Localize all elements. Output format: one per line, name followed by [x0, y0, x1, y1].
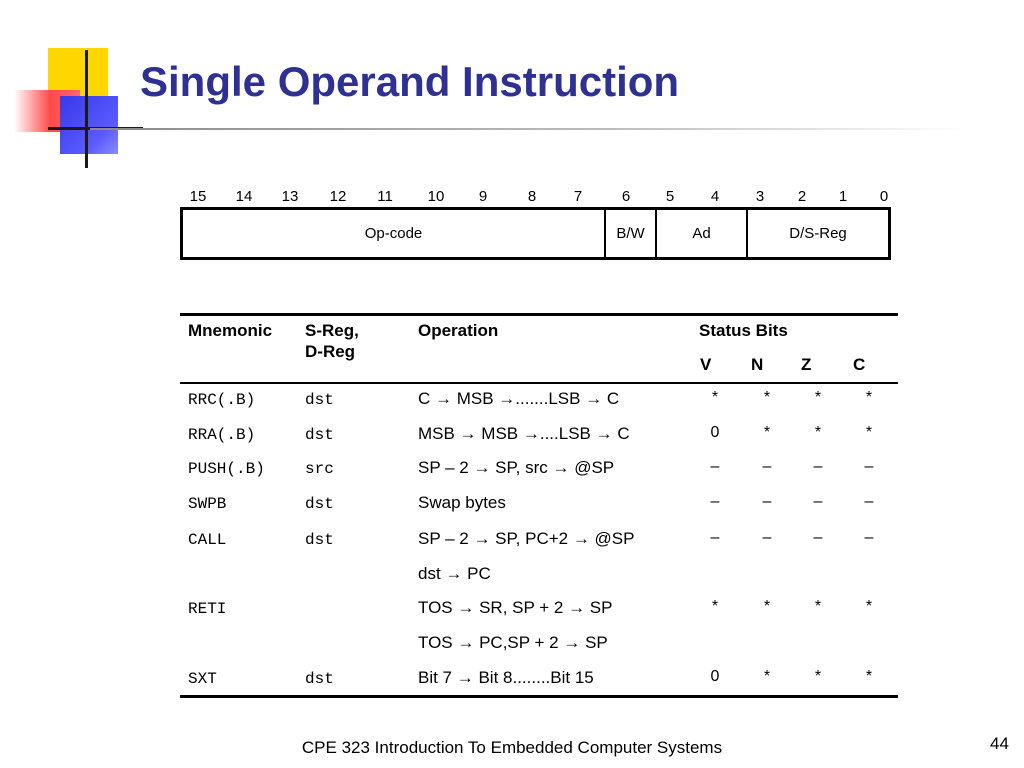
table-top-rule: [180, 313, 898, 316]
bit-number: 4: [710, 188, 720, 205]
table-row: [180, 389, 898, 423]
operation-cell: Swap bytes: [418, 493, 506, 512]
table-bottom-rule: [180, 695, 898, 698]
mnemonic-cell: CALL: [188, 531, 227, 549]
header-c: C: [853, 355, 866, 374]
table-row: [180, 529, 898, 563]
header-n: N: [751, 355, 764, 374]
header-dreg: D-Reg: [305, 342, 356, 361]
status-n-cell: –: [762, 529, 772, 546]
mnemonic-cell: RETI: [188, 600, 227, 618]
bit-number: 9: [478, 188, 488, 205]
slide-footer: CPE 323 Introduction To Embedded Computer Systems: [301, 738, 723, 757]
bit-number: 0: [879, 188, 889, 205]
status-n-cell: –: [762, 458, 772, 475]
status-c-cell: *: [865, 668, 873, 685]
header-sreg: S-Reg,: [305, 321, 359, 340]
bw-field: B/W: [606, 210, 657, 257]
table-row: [180, 493, 898, 527]
status-v-cell: *: [711, 598, 719, 615]
logo-blue-square: [60, 96, 118, 154]
table-row: [180, 424, 898, 458]
bit-number: 7: [573, 188, 583, 205]
operation-cell: C → MSB →.......LSB → C: [418, 389, 620, 408]
bit-number: 3: [755, 188, 765, 205]
mnemonic-cell: SXT: [188, 670, 217, 688]
register-cell: dst: [305, 670, 334, 688]
bit-number: 2: [797, 188, 807, 205]
mnemonic-cell: RRA(.B): [188, 426, 256, 444]
bit-number: 10: [427, 188, 445, 205]
instruction-format-box: [180, 207, 891, 260]
status-z-cell: *: [814, 424, 822, 441]
status-n-cell: *: [763, 668, 771, 685]
status-n-cell: *: [763, 389, 771, 406]
status-z-cell: *: [814, 598, 822, 615]
status-c-cell: –: [864, 529, 874, 546]
register-cell: dst: [305, 391, 334, 409]
bit-number: 1: [838, 188, 848, 205]
dsreg-field: D/S-Reg: [789, 225, 847, 242]
logo-vertical-line: [85, 50, 88, 168]
opcode-field: Op-code: [183, 210, 606, 257]
status-c-cell: –: [864, 493, 874, 510]
header-v: V: [700, 355, 712, 374]
header-mnemonic: Mnemonic: [188, 321, 273, 340]
status-c-cell: *: [865, 424, 873, 441]
header-status-bits: Status Bits: [699, 321, 788, 340]
status-v-cell: –: [710, 493, 720, 510]
bit-number: 12: [329, 188, 347, 205]
slide-title: Single Operand Instruction: [140, 58, 680, 105]
ad-field: Ad: [657, 210, 748, 257]
status-c-cell: –: [864, 458, 874, 475]
table-row: [180, 564, 898, 598]
status-z-cell: *: [814, 389, 822, 406]
page-number: 44: [990, 734, 1009, 753]
table-header-rule: [180, 382, 898, 384]
status-n-cell: *: [763, 598, 771, 615]
operation-cell: dst → PC: [418, 564, 491, 583]
status-n-cell: *: [763, 424, 771, 441]
operation-cell: Bit 7 → Bit 8........Bit 15: [418, 668, 594, 687]
register-cell: dst: [305, 426, 334, 444]
operation-cell: TOS → SR, SP + 2 → SP: [418, 598, 613, 617]
register-cell: src: [305, 460, 334, 478]
status-v-cell: *: [711, 389, 719, 406]
status-z-cell: –: [813, 493, 823, 510]
table-row: [180, 458, 898, 492]
status-z-cell: –: [813, 458, 823, 475]
status-c-cell: *: [865, 598, 873, 615]
bit-number: 8: [527, 188, 537, 205]
mnemonic-cell: PUSH(.B): [188, 460, 265, 478]
header-z: Z: [801, 355, 812, 374]
register-cell: dst: [305, 531, 334, 549]
header-operation: Operation: [418, 321, 499, 340]
operation-cell: TOS → PC,SP + 2 → SP: [418, 633, 608, 652]
mnemonic-cell: SWPB: [188, 495, 227, 513]
operation-cell: SP – 2 → SP, src → @SP: [418, 458, 615, 477]
table-row: [180, 598, 898, 632]
status-c-cell: *: [865, 389, 873, 406]
bit-number-row: [180, 188, 895, 208]
status-v-cell: 0: [710, 668, 720, 685]
bit-number: 13: [281, 188, 299, 205]
status-v-cell: –: [710, 458, 720, 475]
operation-cell: MSB → MSB →....LSB → C: [418, 424, 630, 443]
register-cell: dst: [305, 495, 334, 513]
status-v-cell: 0: [710, 424, 720, 441]
status-z-cell: –: [813, 529, 823, 546]
title-rule: [90, 128, 970, 130]
bit-number: 15: [189, 188, 207, 205]
bit-number: 14: [235, 188, 253, 205]
bit-number: 6: [621, 188, 631, 205]
status-n-cell: –: [762, 493, 772, 510]
status-v-cell: –: [710, 529, 720, 546]
status-z-cell: *: [814, 668, 822, 685]
operation-cell: SP – 2 → SP, PC+2 → @SP: [418, 529, 635, 548]
bit-number: 11: [377, 188, 393, 205]
table-row: [180, 633, 898, 667]
mnemonic-cell: RRC(.B): [188, 391, 256, 409]
bit-number: 5: [665, 188, 675, 205]
